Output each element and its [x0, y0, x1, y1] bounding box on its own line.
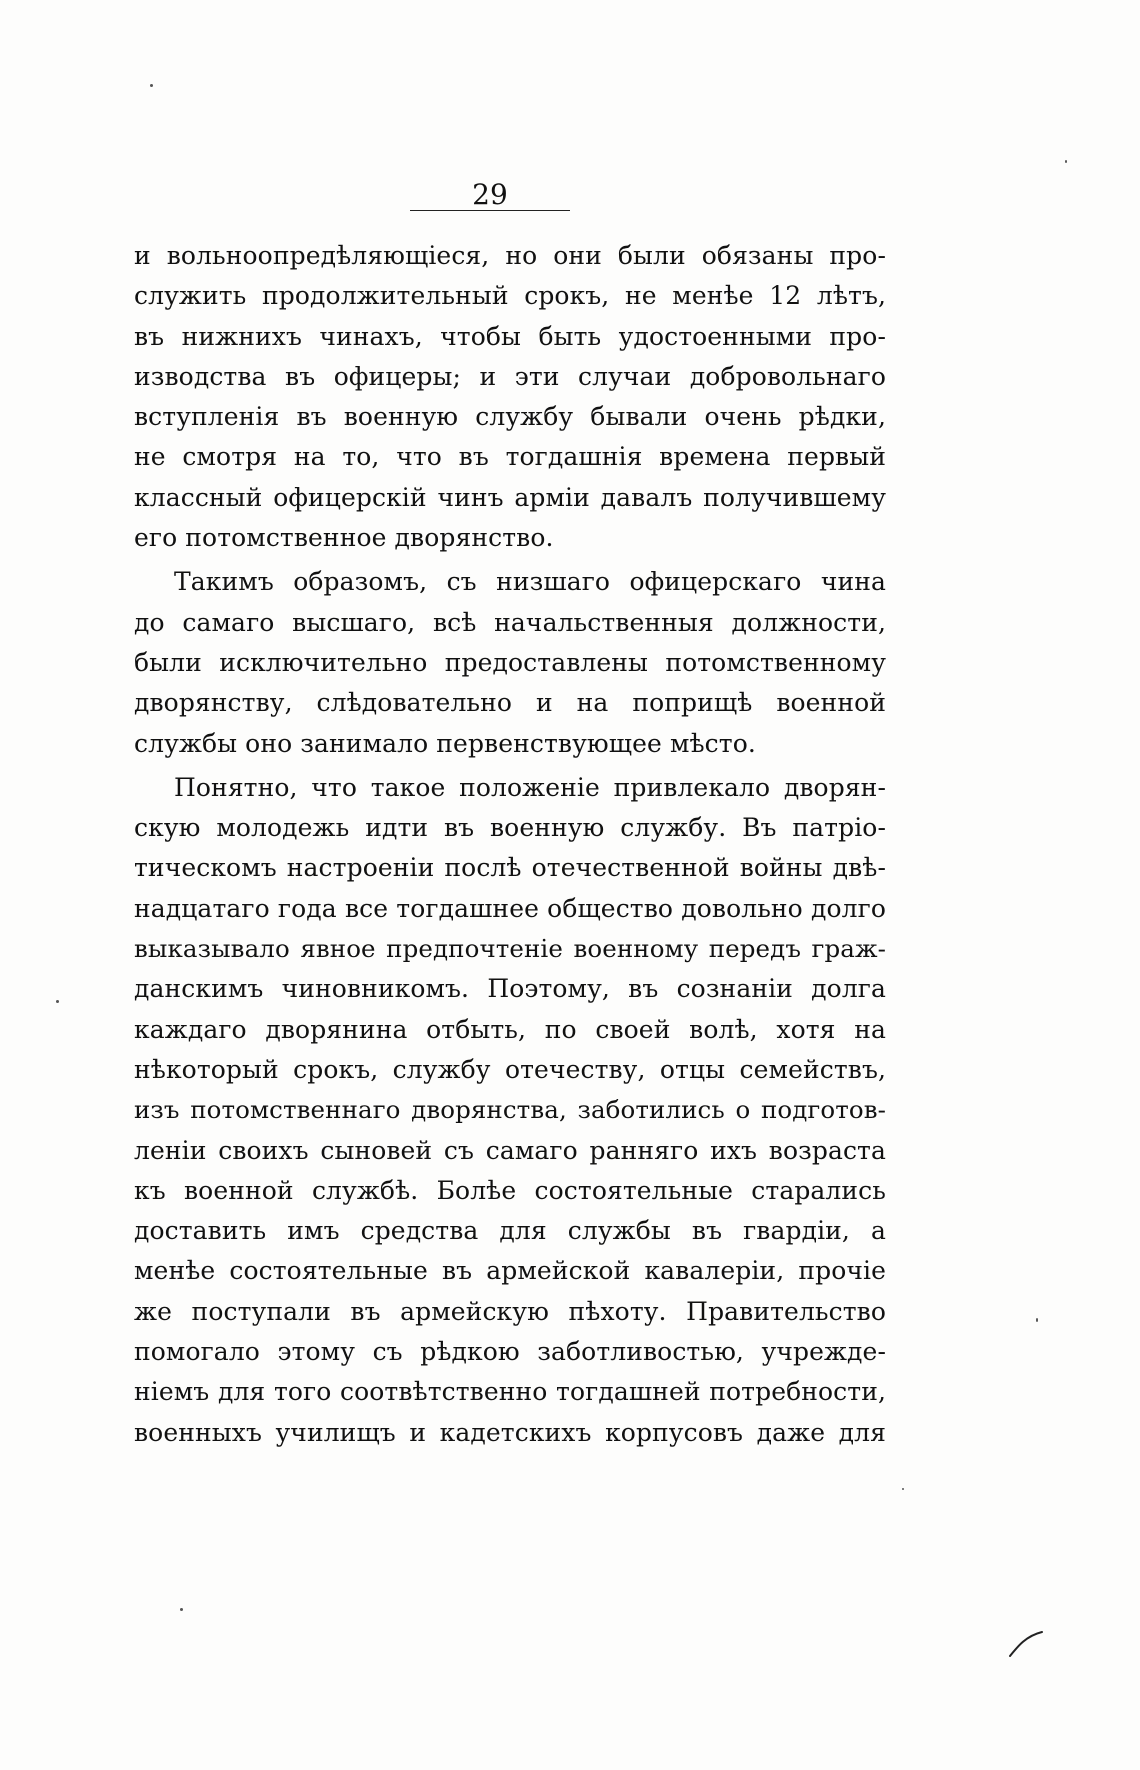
- text-line: ніемъ для того соотвѣтственно тогдашней потребности,: [134, 1377, 886, 1407]
- text-line: каждаго дворянина отбыть, по своей волѣ, хотя на: [134, 1014, 886, 1044]
- paragraph-1: [134, 236, 886, 558]
- text-line: въ нижнихъ чинахъ, чтобы быть удостоенными про-: [134, 321, 886, 351]
- text-line: же поступали въ армейскую пѣхоту. Правительство: [134, 1296, 886, 1326]
- text-line: классный офицерскій чинъ арміи давалъ получившему: [134, 482, 886, 512]
- text-line: нѣкоторый срокъ, службу отечеству, отцы семействъ,: [134, 1054, 886, 1084]
- text-line: до самаго высшаго, всѣ начальственныя должности,: [134, 607, 886, 637]
- text-line: его потомственное дворянство.: [134, 523, 554, 553]
- text-line: не смотря на то, что въ тогдашнія времена первый: [134, 442, 886, 472]
- paragraph-3: [134, 768, 886, 1453]
- text-line: вступленія въ военную службу бывали очень рѣдки,: [134, 402, 886, 432]
- scan-speck: [902, 1488, 904, 1490]
- scan-speck: [180, 1608, 183, 1611]
- text-line: дворянству, слѣдовательно и на поприщѣ военной: [134, 688, 886, 718]
- page-number-rule: [410, 210, 570, 211]
- body-text: [134, 236, 886, 1453]
- pen-stroke-mark: [1008, 1628, 1044, 1658]
- text-line: были исключительно предоставлены потомственному: [134, 647, 886, 677]
- scan-speck: [150, 84, 153, 87]
- text-line: къ военной службѣ. Болѣе состоятельные старались: [134, 1175, 886, 1205]
- text-line: службы оно занимало первенствующее мѣсто.: [134, 728, 756, 758]
- scan-speck: [1036, 1318, 1038, 1322]
- text-line: скую молодежь идти въ военную службу. Въ патріо-: [134, 813, 886, 843]
- text-line: и вольноопредѣляющіеся, но они были обязаны про-: [134, 241, 886, 270]
- text-line: помогало этому съ рѣдкою заботливостью, учрежде-: [134, 1337, 886, 1367]
- text-line: Такимъ образомъ, съ низшаго офицерскаго чина: [174, 567, 886, 597]
- paragraph-2: [134, 562, 886, 763]
- text-line: менѣе состоятельные въ армейской кавалеріи, прочіе: [134, 1256, 886, 1286]
- text-line: служить продолжительный срокъ, не менѣе 12 лѣтъ,: [134, 281, 886, 311]
- page-number: 29: [472, 178, 508, 211]
- scan-speck: [56, 1000, 59, 1003]
- text-line: военныхъ училищъ и кадетскихъ корпусовъ даже для: [134, 1417, 886, 1447]
- text-line: тическомъ настроеніи послѣ отечественной войны двѣ-: [134, 853, 886, 883]
- text-line: выказывало явное предпочтеніе военному передъ граж-: [134, 934, 886, 964]
- scan-speck: [1065, 160, 1067, 163]
- text-line: Понятно, что такое положеніе привлекало дворян-: [174, 772, 886, 802]
- text-line: данскимъ чиновникомъ. Поэтому, въ сознаніи долга: [134, 974, 886, 1004]
- text-line: доставить имъ средства для службы въ гвардіи, а: [134, 1216, 886, 1246]
- text-line: изводства въ офицеры; и эти случаи добровольнаго: [134, 361, 886, 391]
- text-line: надцатаго года все тогдашнее общество довольно долго: [134, 893, 886, 923]
- text-line: леніи своихъ сыновей съ самаго ранняго ихъ возраста: [134, 1135, 886, 1165]
- text-line: изъ потомственнаго дворянства, заботились о подготов-: [134, 1095, 886, 1125]
